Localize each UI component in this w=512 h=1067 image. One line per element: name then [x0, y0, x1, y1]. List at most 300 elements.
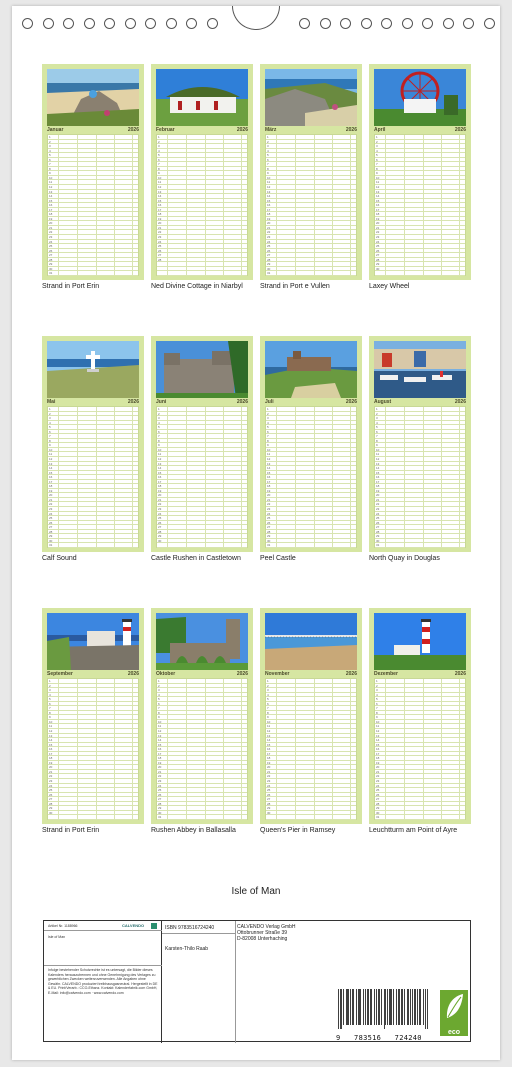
day-number: 25	[158, 516, 162, 521]
grid-column-line	[459, 407, 460, 547]
month-caption: Strand in Port Erin	[42, 827, 100, 834]
day-number: 7	[376, 162, 378, 167]
grid-column-line	[441, 679, 442, 819]
day-number: 27	[376, 253, 380, 258]
day-number: 31	[267, 543, 271, 548]
day-row	[266, 543, 356, 548]
day-number: 5	[376, 153, 378, 158]
day-number: 21	[376, 497, 380, 502]
day-number: 10	[376, 447, 380, 452]
isbn-divider	[162, 933, 236, 934]
day-number: 29	[376, 262, 380, 267]
day-number: 15	[267, 470, 271, 475]
day-number: 14	[49, 194, 53, 199]
day-number: 9	[376, 443, 378, 448]
binding-hole	[186, 18, 197, 29]
day-number: 5	[158, 697, 160, 702]
day-number: 16	[267, 475, 271, 480]
day-number: 9	[267, 443, 269, 448]
day-number: 24	[267, 511, 271, 516]
day-number: 30	[267, 538, 271, 543]
day-number: 30	[158, 538, 162, 543]
month-caption: Rushen Abbey in Ballasalla	[151, 827, 236, 834]
binding-hole	[402, 18, 413, 29]
day-number: 17	[267, 479, 271, 484]
day-number: 5	[267, 153, 269, 158]
day-number: 13	[49, 189, 53, 194]
day-number: 19	[267, 488, 271, 493]
day-number: 1	[158, 135, 160, 139]
day-number: 23	[49, 507, 53, 512]
day-number: 4	[267, 420, 269, 425]
day-number: 16	[376, 475, 380, 480]
day-number: 19	[158, 760, 162, 765]
day-number: 7	[267, 706, 269, 711]
day-number: 24	[376, 511, 380, 516]
month-photo	[156, 613, 248, 670]
day-number: 3	[49, 688, 51, 693]
day-grid	[374, 678, 466, 820]
day-number: 17	[49, 207, 53, 212]
day-number: 27	[158, 797, 162, 802]
day-number: 19	[267, 760, 271, 765]
day-number: 23	[158, 507, 162, 512]
day-number: 2	[376, 683, 378, 688]
month-name: August	[374, 399, 392, 405]
day-number: 23	[376, 779, 380, 784]
day-number: 4	[376, 148, 378, 153]
day-number: 1	[158, 679, 160, 683]
month-year: 2026	[236, 399, 248, 405]
day-number: 4	[49, 692, 51, 697]
day-number: 25	[267, 516, 271, 521]
grid-column-line	[186, 679, 187, 819]
day-number: 28	[376, 529, 380, 534]
day-number: 27	[158, 525, 162, 530]
day-number: 13	[267, 189, 271, 194]
day-number: 18	[267, 756, 271, 761]
day-number: 27	[49, 525, 53, 530]
day-number: 26	[158, 792, 162, 797]
day-number: 23	[376, 235, 380, 240]
calvendo-logo-mark	[151, 923, 157, 929]
day-number: 2	[376, 139, 378, 144]
day-number: 7	[267, 434, 269, 439]
grid-column-line	[314, 679, 315, 819]
month-caption: Queen's Pier in Ramsey	[260, 827, 336, 834]
month-name: Dezember	[374, 671, 398, 677]
day-number: 9	[49, 715, 51, 720]
day-number: 27	[158, 253, 162, 258]
binding-hole	[22, 18, 33, 29]
day-number: 22	[158, 230, 162, 235]
day-row	[375, 815, 465, 820]
day-number: 26	[49, 520, 53, 525]
day-number: 19	[267, 216, 271, 221]
month-year: 2026	[454, 671, 466, 677]
day-number: 13	[267, 733, 271, 738]
month-caption: Laxey Wheel	[369, 283, 410, 290]
grid-column-line	[459, 135, 460, 275]
day-number: 23	[267, 235, 271, 240]
grid-column-line	[58, 679, 59, 819]
day-number: 31	[376, 543, 380, 548]
day-number: 3	[49, 416, 51, 421]
month-card	[42, 64, 144, 290]
month-card	[260, 336, 362, 562]
month-card	[260, 64, 362, 290]
month-header	[47, 127, 139, 133]
month-frame	[42, 608, 144, 824]
grid-column-line	[404, 407, 405, 547]
day-number: 28	[49, 801, 53, 806]
grid-column-line	[423, 679, 424, 819]
day-number: 25	[49, 244, 53, 249]
day-number: 15	[376, 198, 380, 203]
day-number: 4	[267, 148, 269, 153]
month-year: 2026	[345, 399, 357, 405]
grid-column-line	[350, 679, 351, 819]
day-number: 2	[267, 411, 269, 416]
day-number: 31	[49, 543, 53, 548]
day-grid	[47, 134, 139, 276]
month-name: Januar	[47, 127, 64, 133]
day-number: 10	[49, 719, 53, 724]
month-caption: Leuchtturm am Point of Ayre	[369, 827, 458, 834]
day-row	[375, 271, 465, 276]
day-number: 22	[376, 774, 380, 779]
day-number: 17	[376, 479, 380, 484]
barcode-bars	[336, 989, 430, 1029]
day-number: 26	[49, 248, 53, 253]
day-number: 30	[49, 810, 53, 815]
day-number: 20	[49, 765, 53, 770]
month-frame	[260, 64, 362, 280]
day-number: 21	[158, 225, 162, 230]
month-card	[369, 64, 471, 290]
day-number: 1	[49, 679, 51, 683]
day-number: 29	[267, 806, 271, 811]
day-number: 26	[376, 520, 380, 525]
month-photo	[374, 341, 466, 398]
grid-column-line	[295, 407, 296, 547]
day-number: 15	[267, 742, 271, 747]
binding-hole	[166, 18, 177, 29]
day-number: 5	[49, 153, 51, 158]
day-number: 31	[267, 271, 271, 276]
day-number: 28	[267, 801, 271, 806]
day-number: 16	[376, 203, 380, 208]
binding-hole	[104, 18, 115, 29]
month-photo	[374, 69, 466, 126]
day-number: 20	[267, 493, 271, 498]
day-number: 2	[158, 683, 160, 688]
day-number: 16	[49, 203, 53, 208]
day-number: 10	[158, 719, 162, 724]
month-card	[260, 608, 362, 834]
day-number: 21	[158, 769, 162, 774]
grid-column-line	[314, 407, 315, 547]
day-number: 14	[49, 738, 53, 743]
day-number: 19	[49, 216, 53, 221]
month-header	[156, 127, 248, 133]
day-number: 11	[376, 180, 380, 185]
day-number: 24	[49, 511, 53, 516]
month-year: 2026	[236, 671, 248, 677]
day-number: 27	[267, 797, 271, 802]
grid-column-line	[241, 407, 242, 547]
day-number: 25	[376, 788, 380, 793]
publisher-block	[237, 924, 296, 942]
day-number: 4	[158, 148, 160, 153]
month-card	[42, 608, 144, 834]
month-photo	[47, 341, 139, 398]
day-number: 1	[376, 407, 378, 411]
month-name: Oktober	[156, 671, 176, 677]
day-number: 3	[376, 144, 378, 149]
binding-hole	[381, 18, 392, 29]
binding-hole	[207, 18, 218, 29]
day-number: 29	[49, 534, 53, 539]
day-number: 4	[49, 148, 51, 153]
grid-column-line	[186, 407, 187, 547]
month-photo	[47, 613, 139, 670]
day-number: 26	[158, 520, 162, 525]
day-number: 25	[376, 516, 380, 521]
grid-column-line	[385, 679, 386, 819]
day-number: 8	[49, 710, 51, 715]
grid-column-line	[114, 135, 115, 275]
grid-column-line	[205, 135, 206, 275]
month-header	[47, 399, 139, 405]
day-number: 23	[49, 779, 53, 784]
day-number: 6	[158, 429, 160, 434]
binding-hole	[463, 18, 474, 29]
day-number: 8	[49, 166, 51, 171]
day-number: 1	[267, 407, 269, 411]
day-number: 31	[49, 271, 53, 276]
day-number: 12	[376, 729, 380, 734]
month-photo	[156, 69, 248, 126]
day-row	[375, 543, 465, 548]
day-number: 11	[376, 724, 380, 729]
month-header	[374, 671, 466, 677]
day-number: 13	[158, 189, 162, 194]
day-number: 19	[376, 488, 380, 493]
month-caption: Castle Rushen in Castletown	[151, 555, 241, 562]
binding-hole	[340, 18, 351, 29]
day-number: 4	[267, 692, 269, 697]
publisher-street: Ottobrunner Straße 39	[237, 930, 288, 936]
day-number: 8	[267, 166, 269, 171]
day-number: 24	[267, 239, 271, 244]
grid-column-line	[314, 135, 315, 275]
day-number: 28	[376, 801, 380, 806]
day-number: 19	[158, 216, 162, 221]
month-name: März	[265, 127, 277, 133]
grid-column-line	[114, 407, 115, 547]
day-number: 25	[158, 788, 162, 793]
day-number: 15	[376, 742, 380, 747]
binding-hole	[145, 18, 156, 29]
day-number: 5	[267, 425, 269, 430]
day-number: 24	[49, 783, 53, 788]
day-number: 18	[49, 756, 53, 761]
day-row	[48, 271, 138, 276]
day-number: 5	[49, 697, 51, 702]
grid-column-line	[241, 679, 242, 819]
leaf-icon	[440, 990, 468, 1024]
day-number: 27	[49, 797, 53, 802]
day-number: 14	[376, 194, 380, 199]
month-year: 2026	[345, 671, 357, 677]
day-number: 23	[158, 779, 162, 784]
grid-column-line	[441, 135, 442, 275]
month-name: Mai	[47, 399, 56, 405]
day-number: 13	[49, 461, 53, 466]
month-card	[369, 608, 471, 834]
day-grid	[156, 134, 248, 276]
calvendo-logo: CALVENDO	[122, 923, 145, 928]
day-number: 24	[158, 783, 162, 788]
grid-column-line	[132, 679, 133, 819]
month-frame	[369, 336, 471, 552]
day-number: 13	[158, 733, 162, 738]
day-number: 24	[376, 239, 380, 244]
day-number: 28	[158, 801, 162, 806]
day-number: 21	[267, 497, 271, 502]
day-number: 30	[376, 810, 380, 815]
day-number: 7	[158, 706, 160, 711]
day-number: 29	[49, 262, 53, 267]
day-number: 6	[267, 429, 269, 434]
day-number: 18	[158, 212, 162, 217]
day-number: 29	[158, 534, 162, 539]
isbn-text: ISBN 9783516724240	[165, 925, 215, 931]
day-number: 10	[158, 175, 162, 180]
day-number: 10	[49, 447, 53, 452]
month-header	[265, 671, 357, 677]
day-number: 15	[267, 198, 271, 203]
month-name: November	[265, 671, 290, 677]
day-number: 18	[376, 484, 380, 489]
day-number: 27	[267, 525, 271, 530]
day-number: 1	[376, 135, 378, 139]
grid-column-line	[404, 679, 405, 819]
day-number: 9	[267, 171, 269, 176]
day-number: 18	[158, 756, 162, 761]
day-number: 20	[376, 493, 380, 498]
grid-column-line	[132, 135, 133, 275]
day-number: 8	[376, 438, 378, 443]
month-card	[151, 336, 253, 562]
day-number: 3	[267, 688, 269, 693]
day-row	[266, 815, 356, 820]
day-row	[157, 543, 247, 548]
day-row	[157, 271, 247, 276]
day-number: 10	[49, 175, 53, 180]
day-grid	[47, 678, 139, 820]
day-number: 30	[158, 810, 162, 815]
day-number: 13	[267, 461, 271, 466]
day-number: 23	[267, 779, 271, 784]
day-number: 14	[158, 466, 162, 471]
grid-column-line	[332, 407, 333, 547]
day-number: 24	[376, 783, 380, 788]
month-photo	[265, 613, 357, 670]
footer-article-row	[44, 921, 162, 931]
day-number: 21	[49, 225, 53, 230]
day-number: 16	[158, 203, 162, 208]
day-number: 17	[158, 751, 162, 756]
grid-column-line	[295, 135, 296, 275]
day-number: 5	[376, 697, 378, 702]
binding-hole	[361, 18, 372, 29]
day-number: 3	[158, 144, 160, 149]
day-row	[48, 543, 138, 548]
day-number: 18	[267, 212, 271, 217]
grid-column-line	[385, 407, 386, 547]
day-number: 17	[267, 207, 271, 212]
grid-column-line	[350, 407, 351, 547]
day-grid	[265, 134, 357, 276]
grid-column-line	[167, 407, 168, 547]
day-number: 9	[49, 443, 51, 448]
day-number: 11	[158, 452, 162, 457]
day-number: 29	[376, 534, 380, 539]
day-number: 21	[158, 497, 162, 502]
day-number: 10	[158, 447, 162, 452]
month-frame	[260, 336, 362, 552]
month-photo	[265, 341, 357, 398]
grid-column-line	[332, 135, 333, 275]
day-number: 30	[267, 810, 271, 815]
day-number: 24	[158, 511, 162, 516]
day-number: 28	[49, 529, 53, 534]
month-name: Juni	[156, 399, 167, 405]
month-year: 2026	[454, 127, 466, 133]
day-number: 12	[49, 185, 53, 190]
day-number: 2	[267, 683, 269, 688]
month-caption: North Quay in Douglas	[369, 555, 440, 562]
day-number: 15	[49, 470, 53, 475]
day-number: 20	[376, 221, 380, 226]
day-number: 17	[376, 751, 380, 756]
day-number: 6	[49, 429, 51, 434]
day-number: 25	[158, 244, 162, 249]
day-number: 15	[49, 198, 53, 203]
grid-column-line	[77, 135, 78, 275]
day-number: 26	[267, 792, 271, 797]
day-number: 22	[49, 502, 53, 507]
day-number: 28	[158, 257, 162, 262]
day-number: 5	[376, 425, 378, 430]
day-number: 30	[267, 266, 271, 271]
grid-column-line	[223, 135, 224, 275]
day-number: 25	[267, 244, 271, 249]
grid-column-line	[223, 407, 224, 547]
day-number: 29	[158, 806, 162, 811]
day-number: 20	[158, 221, 162, 226]
binding-hole	[43, 18, 54, 29]
day-number: 17	[267, 751, 271, 756]
month-frame	[151, 336, 253, 552]
day-number: 14	[49, 466, 53, 471]
grid-column-line	[404, 135, 405, 275]
day-number: 12	[158, 729, 162, 734]
day-number: 11	[376, 452, 380, 457]
day-row	[157, 815, 247, 820]
